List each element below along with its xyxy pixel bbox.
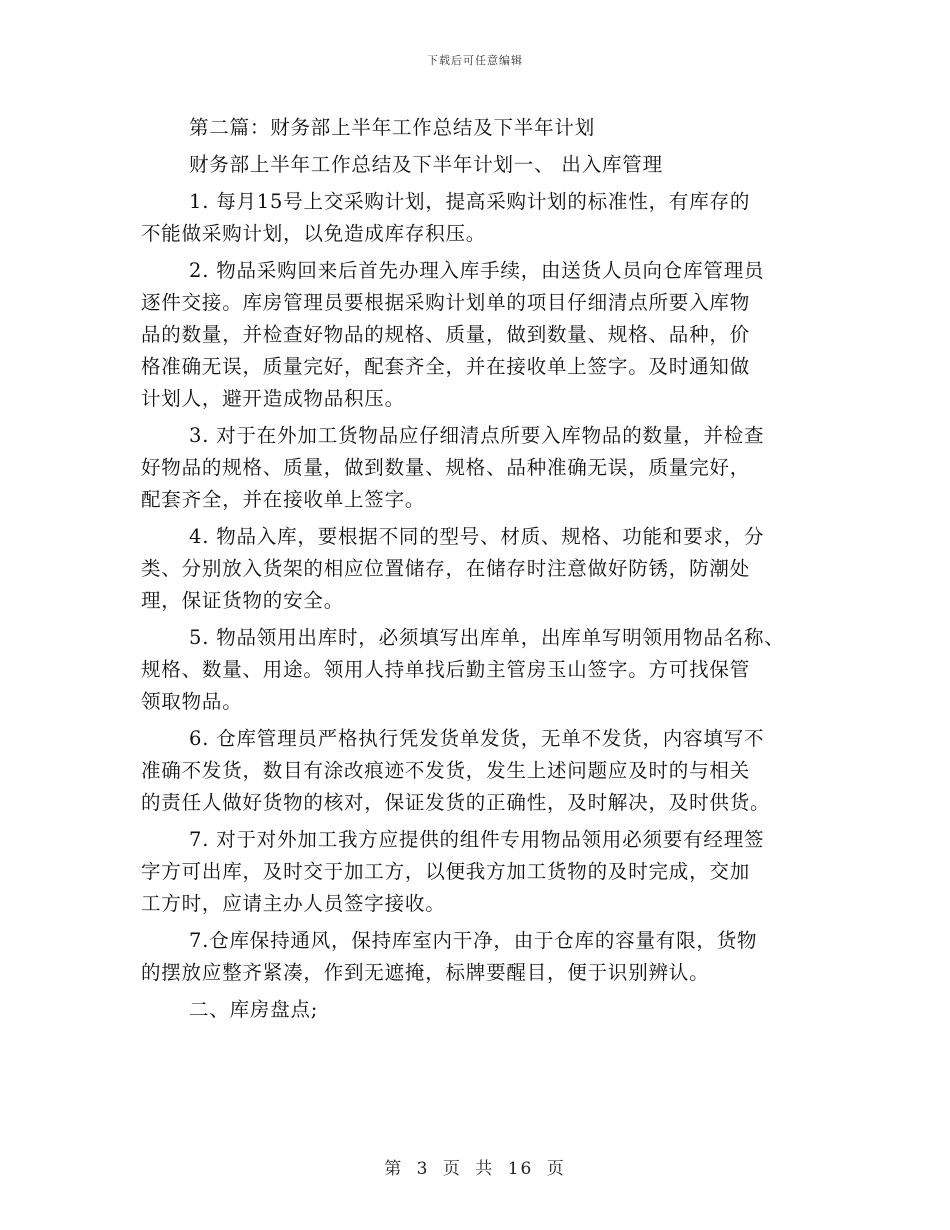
section-title [141,112,811,144]
text-line: 的责任人做好货物的核对，保证发货的正确性，及时解决，及时供货。 [141,791,771,814]
text-line: 准确不发货，数目有涂改痕迹不发货，发生上述问题应及时的与相关 [141,759,751,782]
page-header: 下载后可任意编辑 [427,54,523,67]
paragraph-item-6 [141,723,811,819]
text-line: 财务部上半年工作总结及下半年计划一、 出入库管理 [189,153,663,176]
text-line: 领取物品。 [141,690,243,713]
text-line: 逐件交接。库房管理员要根据采购计划单的项目仔细清点所要入库物 [141,291,751,314]
text-line: 5. 物品领用出库时，必须填写出库单，出库单写明领用物品名称、 [189,626,785,649]
paragraph-item-7b [141,925,811,989]
text-line: 第二篇：财务部上半年工作总结及下半年计划 [189,116,596,139]
text-line: 7. 对于对外加工我方应提供的组件专用物品领用必须要有经理签 [189,828,765,851]
paragraph-item-2 [141,255,811,415]
paragraph-item-7 [141,824,811,920]
text-line: 字方可出库，及时交于加工方，以便我方加工货物的及时完成，交加 [141,860,751,883]
text-line: 好物品的规格、质量，做到数量、规格、品种准确无误，质量完好， [141,456,751,479]
text-line: 理，保证货物的安全。 [141,589,345,612]
paragraph-item-5 [141,622,811,718]
text-line: 二、库房盘点; [189,998,319,1021]
text-line: 6. 仓库管理员严格执行凭发货单发货，无单不发货，内容填写不 [189,727,765,750]
text-line: 计划人，避开造成物品积压。 [141,387,405,410]
section-heading-inventory [141,994,811,1026]
document-body [141,112,811,1031]
text-line: 配套齐全，并在接收单上签字。 [141,488,426,511]
paragraph-item-3 [141,420,811,516]
text-line: 格准确无误，质量完好，配套齐全，并在接收单上签字。及时通知做 [141,355,751,378]
text-line: 的摆放应整齐紧凑，作到无遮掩，标牌要醒目，便于识别辨认。 [141,961,710,984]
subsection-title [141,149,811,181]
text-line: 不能做采购计划，以免造成库存积压。 [141,222,487,245]
text-line: 类、分别放入货架的相应位置储存，在储存时注意做好防锈，防潮处 [141,557,751,580]
text-line: 1. 每月15号上交采购计划，提高采购计划的标准性，有库存的 [189,190,751,213]
text-line: 4. 物品入库，要根据不同的型号、材质、规格、功能和要求，分 [189,525,765,548]
page-footer: 第 3 页 共 16 页 [384,1159,566,1179]
text-line: 工方时，应请主办人员签字接收。 [141,892,446,915]
paragraph-item-1 [141,186,811,250]
text-line: 3. 对于在外加工货物品应仔细清点所要入库物品的数量，并检查 [189,424,765,447]
text-line: 7.仓库保持通风，保持库室内干净，由于仓库的容量有限，货物 [189,929,758,952]
text-line: 品的数量，并检查好物品的规格、质量，做到数量、规格、品种，价 [141,323,751,346]
text-line: 规格、数量、用途。领用人持单找后勤主管房玉山签字。方可找保管 [141,658,751,681]
paragraph-item-4 [141,521,811,617]
text-line: 2. 物品采购回来后首先办理入库手续，由送货人员向仓库管理员 [189,259,765,282]
